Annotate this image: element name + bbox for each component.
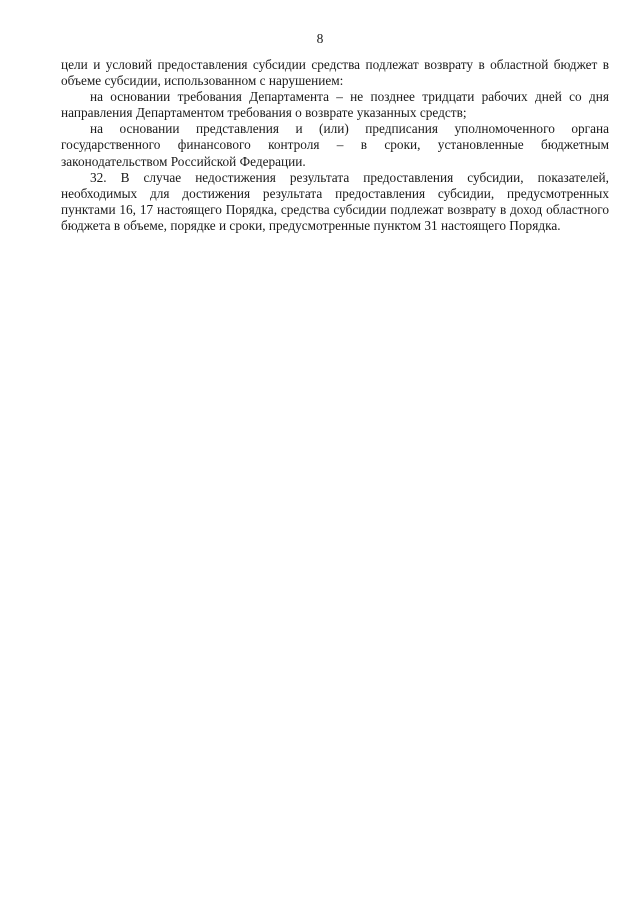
paragraph-clause-32: 32. В случае недостижения результата предоставления субсидии, показателей, необходимых для достижения результата предоставления субсидии, предусмотренных пунктами 16, 17 настоящего Порядка, средства субсидии подлежат возврату в доход областного бюджета в объеме, порядке и сроки, предусмотренные пунктом 31 настоящего Порядка.: [61, 169, 609, 233]
paragraph-financial-control: на основании представления и (или) предписания уполномоченного органа государственного финансового контроля – в сроки, установленные бюджетным законодательством Российской Федерации.: [61, 121, 609, 169]
page-number: 8: [316, 31, 324, 46]
paragraph-continuation: цели и условий предоставления субсидии средства подлежат возврату в областной бюджет в объеме субсидии, использованном с нарушением:: [61, 57, 609, 89]
document-body: [61, 57, 609, 234]
paragraph-department-requirement: на основании требования Департамента – не позднее тридцати рабочих дней со дня направления Департаментом требования о возврате указанных средств;: [61, 89, 609, 121]
